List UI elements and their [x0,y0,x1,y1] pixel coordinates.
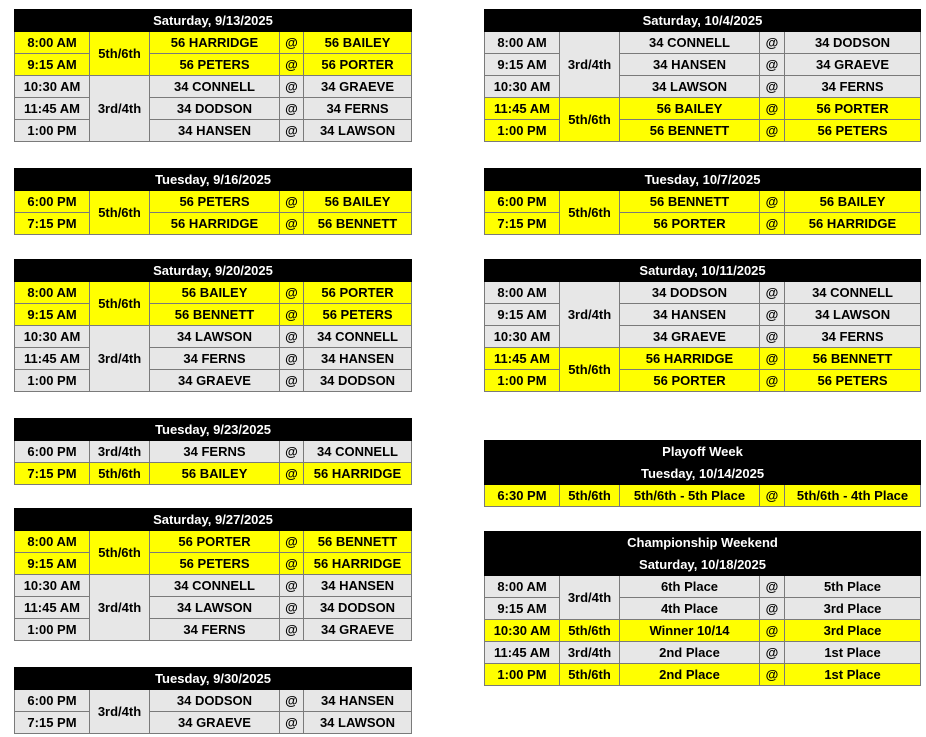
at-separator: @ [760,54,785,76]
at-separator: @ [280,531,304,553]
game-time: 1:00 PM [485,120,560,142]
division-label: 3rd/4th [90,326,150,392]
at-separator: @ [280,282,304,304]
game-time: 9:15 AM [15,54,90,76]
at-separator: @ [280,348,304,370]
division-label: 5th/6th [560,620,620,642]
at-separator: @ [280,619,304,641]
game-row [15,712,412,734]
at-separator: @ [760,598,785,620]
home-team: 56 BENNETT [620,120,760,142]
home-team: 56 HARRIDGE [620,348,760,370]
game-row [15,370,412,392]
schedule-block-saturday-10-4-2025 [484,9,921,142]
division-label: 5th/6th [90,32,150,76]
game-row [485,485,921,507]
away-team: 34 CONNELL [785,282,921,304]
at-separator: @ [280,690,304,712]
home-team: 34 DODSON [620,282,760,304]
home-team: 2nd Place [620,664,760,686]
game-time: 11:45 AM [485,642,560,664]
game-time: 6:30 PM [485,485,560,507]
away-team: 56 HARRIDGE [785,213,921,235]
division-label: 5th/6th [560,348,620,392]
home-team: 4th Place [620,598,760,620]
away-team: 5th/6th - 4th Place [785,485,921,507]
away-team: 5th Place [785,576,921,598]
game-time: 1:00 PM [15,619,90,641]
away-team: 34 HANSEN [304,575,412,597]
home-team: 56 BENNETT [620,191,760,213]
game-row [485,120,921,142]
home-team: 56 PORTER [620,213,760,235]
game-time: 6:00 PM [485,191,560,213]
division-label: 5th/6th [90,531,150,575]
game-time: 8:00 AM [15,531,90,553]
game-time: 8:00 AM [15,32,90,54]
away-team: 56 BAILEY [304,191,412,213]
home-team: 34 DODSON [150,98,280,120]
away-team: 3rd Place [785,598,921,620]
away-team: 34 LAWSON [304,120,412,142]
away-team: 56 PORTER [785,98,921,120]
game-row [485,620,921,642]
at-separator: @ [760,120,785,142]
away-team: 56 BAILEY [785,191,921,213]
at-separator: @ [280,712,304,734]
home-team: 5th/6th - 5th Place [620,485,760,507]
game-time: 7:15 PM [15,712,90,734]
home-team: 34 CONNELL [150,76,280,98]
away-team: 56 BENNETT [304,213,412,235]
game-row [15,619,412,641]
game-time: 7:15 PM [485,213,560,235]
game-time: 9:15 AM [15,553,90,575]
at-separator: @ [280,441,304,463]
game-row [15,213,412,235]
at-separator: @ [760,485,785,507]
away-team: 34 GRAEVE [785,54,921,76]
home-team: 56 HARRIDGE [150,32,280,54]
home-team: 34 FERNS [150,619,280,641]
date-header: Saturday, 10/4/2025 [485,10,921,32]
home-team: 56 HARRIDGE [150,213,280,235]
game-row [485,98,921,120]
home-team: 34 DODSON [150,690,280,712]
date-header: Tuesday, 10/7/2025 [485,169,921,191]
away-team: 34 FERNS [785,326,921,348]
at-separator: @ [280,463,304,485]
away-team: 3rd Place [785,620,921,642]
date-header: Saturday, 9/27/2025 [15,509,412,531]
game-row [485,282,921,304]
game-time: 6:00 PM [15,441,90,463]
game-time: 7:15 PM [15,463,90,485]
date-header: Saturday, 9/13/2025 [15,10,412,32]
home-team: 34 FERNS [150,348,280,370]
division-label: 3rd/4th [560,576,620,620]
home-team: 2nd Place [620,642,760,664]
at-separator: @ [280,98,304,120]
date-subheader: Tuesday, 10/14/2025 [485,463,921,485]
division-label: 5th/6th [90,282,150,326]
away-team: 34 LAWSON [304,712,412,734]
home-team: 34 GRAEVE [150,712,280,734]
date-header: Saturday, 9/20/2025 [15,260,412,282]
date-header: Saturday, 10/11/2025 [485,260,921,282]
game-row [15,191,412,213]
at-separator: @ [280,597,304,619]
game-row [15,597,412,619]
home-team: 34 LAWSON [620,76,760,98]
at-separator: @ [760,664,785,686]
home-team: 34 LAWSON [150,326,280,348]
at-separator: @ [280,32,304,54]
home-team: Winner 10/14 [620,620,760,642]
at-separator: @ [280,575,304,597]
division-label: 5th/6th [560,98,620,142]
game-time: 8:00 AM [485,282,560,304]
game-row [15,282,412,304]
away-team: 34 GRAEVE [304,619,412,641]
at-separator: @ [760,642,785,664]
at-separator: @ [280,326,304,348]
date-header: Tuesday, 9/30/2025 [15,668,412,690]
game-row [15,348,412,370]
at-separator: @ [760,620,785,642]
home-team: 34 HANSEN [620,54,760,76]
game-time: 1:00 PM [15,370,90,392]
at-separator: @ [280,213,304,235]
division-label: 3rd/4th [90,575,150,641]
away-team: 34 GRAEVE [304,76,412,98]
game-row [485,304,921,326]
game-time: 11:45 AM [485,348,560,370]
game-row [485,598,921,620]
at-separator: @ [760,576,785,598]
game-row [485,76,921,98]
away-team: 34 HANSEN [304,348,412,370]
schedule-block-tuesday-9-23-2025 [14,418,412,485]
game-row [485,664,921,686]
home-team: 56 BAILEY [150,463,280,485]
game-time: 1:00 PM [15,120,90,142]
at-separator: @ [280,120,304,142]
home-team: 34 GRAEVE [620,326,760,348]
game-time: 9:15 AM [485,598,560,620]
away-team: 34 HANSEN [304,690,412,712]
game-row [485,54,921,76]
date-header: Playoff Week [485,441,921,463]
home-team: 34 LAWSON [150,597,280,619]
home-team: 56 PETERS [150,553,280,575]
division-label: 3rd/4th [90,76,150,142]
schedule-block-saturday-9-13-2025 [14,9,412,142]
away-team: 34 CONNELL [304,326,412,348]
game-row [15,54,412,76]
game-time: 11:45 AM [15,597,90,619]
schedule-block-playoff-week [484,440,921,507]
division-label: 3rd/4th [560,32,620,98]
game-row [485,32,921,54]
home-team: 34 CONNELL [620,32,760,54]
game-time: 10:30 AM [485,620,560,642]
game-time: 10:30 AM [485,76,560,98]
schedule-block-tuesday-10-7-2025 [484,168,921,235]
date-header: Tuesday, 9/16/2025 [15,169,412,191]
schedule-block-tuesday-9-30-2025 [14,667,412,734]
game-time: 8:00 AM [485,32,560,54]
at-separator: @ [760,98,785,120]
game-row [485,191,921,213]
at-separator: @ [760,370,785,392]
home-team: 34 CONNELL [150,575,280,597]
away-team: 56 BENNETT [785,348,921,370]
game-row [15,120,412,142]
away-team: 34 DODSON [304,597,412,619]
division-label: 3rd/4th [90,441,150,463]
game-time: 10:30 AM [15,76,90,98]
schedule-block-saturday-10-11-2025 [484,259,921,392]
division-label: 3rd/4th [90,690,150,734]
game-time: 10:30 AM [15,575,90,597]
away-team: 34 LAWSON [785,304,921,326]
game-row [485,348,921,370]
division-label: 5th/6th [560,485,620,507]
game-time: 11:45 AM [15,348,90,370]
game-time: 9:15 AM [485,54,560,76]
away-team: 56 PORTER [304,54,412,76]
away-team: 34 FERNS [785,76,921,98]
game-time: 10:30 AM [485,326,560,348]
game-row [15,553,412,575]
game-row [485,213,921,235]
at-separator: @ [280,304,304,326]
game-time: 9:15 AM [485,304,560,326]
date-header: Championship Weekend [485,532,921,554]
division-label: 5th/6th [560,664,620,686]
at-separator: @ [280,54,304,76]
game-time: 10:30 AM [15,326,90,348]
at-separator: @ [760,326,785,348]
at-separator: @ [760,32,785,54]
schedule-block-saturday-9-27-2025 [14,508,412,641]
away-team: 56 PETERS [304,304,412,326]
game-time: 1:00 PM [485,664,560,686]
game-row [485,326,921,348]
away-team: 56 PETERS [785,120,921,142]
game-row [15,463,412,485]
away-team: 34 FERNS [304,98,412,120]
division-label: 3rd/4th [560,642,620,664]
away-team: 56 PORTER [304,282,412,304]
home-team: 56 BENNETT [150,304,280,326]
home-team: 34 HANSEN [150,120,280,142]
away-team: 1st Place [785,664,921,686]
home-team: 34 HANSEN [620,304,760,326]
game-row [485,642,921,664]
away-team: 56 HARRIDGE [304,463,412,485]
division-label: 5th/6th [560,191,620,235]
home-team: 56 PETERS [150,54,280,76]
date-header: Tuesday, 9/23/2025 [15,419,412,441]
schedule-block-championship-weekend [484,531,921,686]
game-time: 8:00 AM [485,576,560,598]
at-separator: @ [280,76,304,98]
game-row [485,370,921,392]
at-separator: @ [280,553,304,575]
game-row [15,304,412,326]
game-row [15,76,412,98]
division-label: 5th/6th [90,463,150,485]
game-row [485,576,921,598]
home-team: 6th Place [620,576,760,598]
at-separator: @ [760,213,785,235]
home-team: 34 FERNS [150,441,280,463]
game-row [15,32,412,54]
away-team: 34 CONNELL [304,441,412,463]
at-separator: @ [760,348,785,370]
division-label: 5th/6th [90,191,150,235]
game-row [15,326,412,348]
game-time: 11:45 AM [15,98,90,120]
division-label: 3rd/4th [560,282,620,348]
schedule-block-tuesday-9-16-2025 [14,168,412,235]
game-time: 9:15 AM [15,304,90,326]
at-separator: @ [760,76,785,98]
away-team: 56 BAILEY [304,32,412,54]
date-subheader: Saturday, 10/18/2025 [485,554,921,576]
game-row [15,441,412,463]
away-team: 34 DODSON [785,32,921,54]
at-separator: @ [760,304,785,326]
away-team: 34 DODSON [304,370,412,392]
game-row [15,98,412,120]
home-team: 56 PORTER [150,531,280,553]
at-separator: @ [760,191,785,213]
home-team: 56 PETERS [150,191,280,213]
game-time: 11:45 AM [485,98,560,120]
game-time: 1:00 PM [485,370,560,392]
home-team: 56 BAILEY [620,98,760,120]
home-team: 56 BAILEY [150,282,280,304]
game-time: 7:15 PM [15,213,90,235]
at-separator: @ [760,282,785,304]
game-row [15,531,412,553]
home-team: 34 GRAEVE [150,370,280,392]
game-row [15,690,412,712]
away-team: 56 BENNETT [304,531,412,553]
game-row [15,575,412,597]
schedule-block-saturday-9-20-2025 [14,259,412,392]
home-team: 56 PORTER [620,370,760,392]
away-team: 1st Place [785,642,921,664]
game-time: 8:00 AM [15,282,90,304]
game-time: 6:00 PM [15,690,90,712]
away-team: 56 PETERS [785,370,921,392]
game-time: 6:00 PM [15,191,90,213]
at-separator: @ [280,191,304,213]
at-separator: @ [280,370,304,392]
away-team: 56 HARRIDGE [304,553,412,575]
